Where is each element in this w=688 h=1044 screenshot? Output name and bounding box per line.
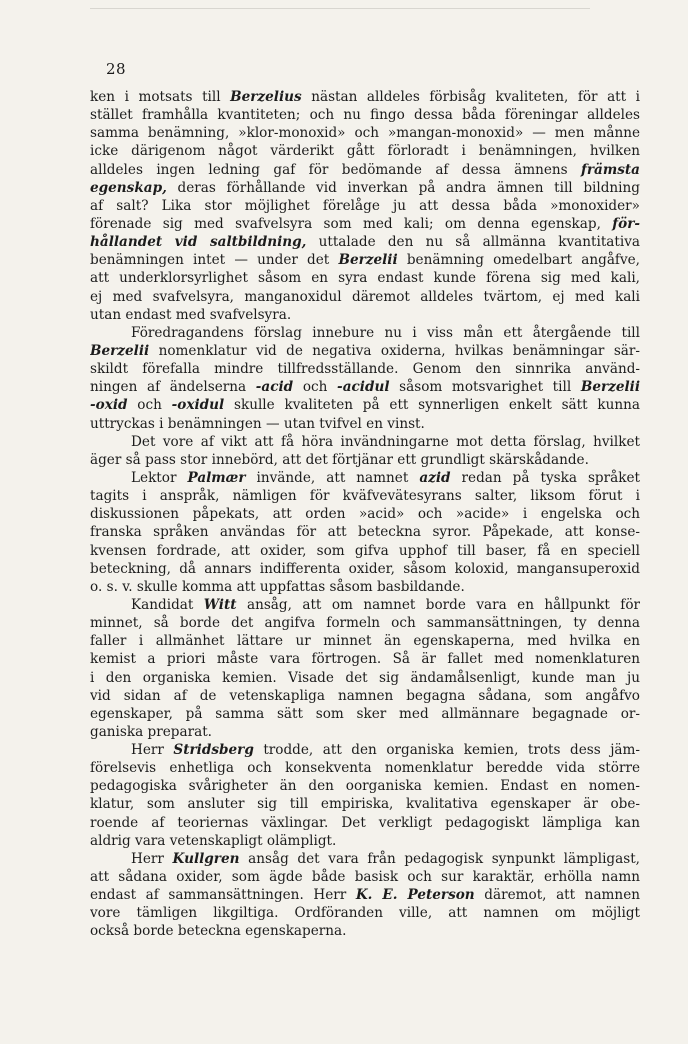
text-run: uttalade den nu så allmänna kvantitativa	[306, 234, 640, 251]
italic-term: för-	[612, 215, 640, 232]
text-run: kvensen fordrade, att oxider, som gifva upphof till baser, få en speciell	[90, 542, 640, 559]
text-run: Herr	[131, 742, 174, 759]
text-run: samma benämning, »klor-monoxid» och »mangan-monoxid» — men månne	[90, 125, 640, 142]
text-run: klatur, som ansluter sig till empiriska, kvalitativa egenskaper är obe-	[90, 796, 640, 813]
text-run: nästan alldeles förbisåg kvaliteten, för att i	[301, 89, 640, 105]
italic-term: -oxid	[90, 397, 128, 414]
text-line	[90, 415, 640, 433]
text-run: ej med svafvelsyra, manganoxidul däremot alldeles tvärtom, ej med kali	[90, 288, 640, 305]
text-run: och	[127, 397, 172, 414]
text-line	[90, 922, 640, 940]
text-line	[90, 378, 640, 396]
text-run: förenade sig med svafvelsyra som med kali; om denna egenskap,	[90, 215, 613, 232]
text-line	[90, 469, 640, 487]
text-line	[90, 542, 640, 560]
text-run: diskussionen påpekats, att orden »acid» och »acide» i engelska och	[90, 506, 640, 523]
text-line	[90, 433, 640, 451]
text-run: ansåg det vara från pedagogisk synpunkt lämpligast,	[239, 850, 640, 867]
paragraph	[90, 741, 640, 850]
text-line	[90, 523, 640, 541]
text-line	[90, 650, 640, 668]
italic-term: Berzelii	[338, 252, 398, 269]
text-line	[90, 904, 640, 922]
text-run: ken i motsats till	[90, 89, 231, 105]
italic-term: Stridsberg	[173, 742, 254, 759]
text-run: förelsevis enhetliga och konsekventa nomenklatur beredde vida större	[90, 760, 640, 777]
text-run: invände, att namnet	[245, 469, 420, 486]
text-line	[90, 868, 640, 886]
text-run: i den organiska kemien. Visade det sig ändamålsenligt, kunde man ju	[90, 669, 640, 686]
italic-term: -oxidul	[171, 397, 225, 414]
text-run: faller i allmänhet lättare ur minnet än egenskaperna, med hvilka en	[90, 633, 640, 650]
text-run: benämningen intet — under det	[90, 252, 339, 269]
text-line	[90, 233, 640, 251]
text-line	[90, 487, 640, 505]
text-line	[90, 161, 640, 179]
text-run: af salt? Lika stor möjlighet förelåge ju att dessa båda »monoxider»	[90, 197, 640, 214]
text-run: deras förhållande vid inverkan på andra ämnen till bildning	[166, 179, 640, 196]
text-run: o. s. v. skulle komma att uppfattas såsom basbildande.	[90, 578, 465, 595]
page-number: 28	[106, 60, 127, 78]
text-run: ganiska preparat.	[90, 723, 212, 740]
text-line	[90, 795, 640, 813]
italic-term: -acid	[255, 379, 294, 396]
text-run: såsom motsvarighet till	[389, 379, 581, 396]
italic-term: främsta	[581, 161, 640, 178]
text-line	[90, 288, 640, 306]
text-line	[90, 124, 640, 142]
paragraph	[90, 596, 640, 741]
italic-term: Witt	[203, 596, 237, 613]
text-line	[90, 578, 640, 596]
text-run: vid sidan af de vetenskapliga namnen begagna sådana, som angåfvo	[90, 687, 640, 704]
text-line	[90, 142, 640, 160]
paragraph	[90, 469, 640, 596]
text-run: och	[293, 379, 338, 396]
text-line	[90, 886, 640, 904]
text-line	[90, 88, 640, 106]
paragraph	[90, 850, 640, 941]
italic-term: -acidul	[337, 379, 390, 396]
text-line	[90, 632, 640, 650]
text-run: utan endast med svafvelsyra.	[90, 306, 292, 323]
text-line	[90, 106, 640, 124]
text-run: redan på tyska språket	[450, 469, 640, 486]
text-line	[90, 759, 640, 777]
text-line	[90, 451, 640, 469]
text-run: däremot, att namnen	[474, 887, 640, 904]
text-line	[90, 396, 640, 414]
text-line	[90, 251, 640, 269]
text-line	[90, 560, 640, 578]
text-line	[90, 342, 640, 360]
text-run: benämning omedelbart angåfve,	[397, 252, 640, 269]
text-line	[90, 850, 640, 868]
text-line	[90, 614, 640, 632]
text-line	[90, 596, 640, 614]
text-run: Föredragandens förslag innebure nu i viss mån ett återgående till	[131, 324, 640, 341]
text-run: Kandidat	[131, 596, 204, 613]
text-run: att underklorsyrlighet såsom en syra endast kunde förena sig med kali,	[90, 270, 640, 287]
text-run: minnet, så borde det angifva formeln och sammansättningen, ty denna	[90, 615, 640, 632]
paragraph	[90, 88, 640, 324]
text-run: Herr	[131, 850, 173, 867]
italic-term: azid	[419, 469, 451, 486]
text-line	[90, 197, 640, 215]
text-run: franska språken användas för att beteckna syror. Påpekade, att konse-	[90, 524, 640, 541]
text-line	[90, 832, 640, 850]
text-run: alldeles ingen ledning gaf för bedömande af dessa ämnens	[90, 161, 582, 178]
text-line	[90, 669, 640, 687]
italic-term: Kullgren	[172, 850, 240, 867]
text-line	[90, 306, 640, 324]
italic-term: Berzelii	[580, 379, 640, 396]
text-run: Det vore af vikt att få höra invändningarne mot detta förslag, hvilket	[131, 433, 640, 450]
text-run: aldrig vara vetenskapligt olämpligt.	[90, 832, 337, 849]
italic-term: K. E. Peterson	[355, 887, 475, 904]
text-run: roende af teoriernas växlingar. Det verkligt pedagogiskt lämpliga kan	[90, 814, 640, 831]
text-line	[90, 324, 640, 342]
text-run: nomenklatur vid de negativa oxiderna, hvilkas benämningar sär-	[149, 342, 640, 359]
text-line	[90, 215, 640, 233]
text-run: ningen af ändelserna	[90, 379, 256, 396]
text-run: egenskaper, på samma sätt som sker med allmännare begagnade or-	[90, 705, 640, 722]
text-run: icke därigenom något värderikt gått förloradt i benämningen, hvilken	[90, 143, 640, 160]
text-line	[90, 705, 640, 723]
text-line	[90, 777, 640, 795]
text-line	[90, 723, 640, 741]
text-line	[90, 179, 640, 197]
italic-term: Palmær	[187, 469, 246, 486]
text-run: trodde, att den organiska kemien, trots dess jäm-	[253, 742, 640, 759]
text-run: Lektor	[131, 469, 188, 486]
paragraph	[90, 324, 640, 433]
text-run: äger så pass stor innebörd, att det förtjänar ett grundligt skärskådande.	[90, 451, 589, 468]
italic-term: Berzelii	[90, 342, 150, 359]
text-run: pedagogiska svårigheter än den oorganiska kemien. Endast en nomen-	[90, 778, 640, 795]
text-run: vore tämligen likgiltiga. Ordföranden ville, att namnen om möjligt	[90, 905, 640, 922]
text-run: skulle kvaliteten på ett synnerligen enkelt sätt kunna	[224, 397, 640, 414]
text-line	[90, 269, 640, 287]
text-line	[90, 814, 640, 832]
text-line	[90, 687, 640, 705]
body-text	[90, 88, 640, 941]
italic-term: egenskap,	[90, 179, 167, 196]
text-run: kemist a priori måste vara förtrogen. Så är fallet med nomenklaturen	[90, 651, 640, 668]
text-run: också borde beteckna egenskaperna.	[90, 923, 347, 940]
text-run: endast af sammansättningen. Herr	[90, 887, 356, 904]
text-run: uttryckas i benämningen — utan tvifvel en vinst.	[90, 415, 425, 432]
text-line	[90, 741, 640, 759]
text-run: stället framhålla kvantiteten; och nu fingo dessa båda föreningar alldeles	[90, 107, 640, 124]
text-run: att sådana oxider, som ägde både basisk och sur karaktär, erhölla namn	[90, 869, 640, 886]
text-run: beteckning, då annars indifferenta oxider, såsom koloxid, mangansuperoxid	[90, 560, 640, 577]
text-run: skildt förefalla mindre tillfredsställande. Genom den sinnrika använd-	[90, 361, 640, 378]
text-line	[90, 505, 640, 523]
text-run: ansåg, att om namnet borde vara en hållpunkt för	[236, 596, 640, 613]
paragraph	[90, 433, 640, 469]
text-line	[90, 360, 640, 378]
page-top-rule	[90, 8, 590, 9]
italic-term: Berzelius	[230, 89, 302, 105]
text-run: tagits i anspråk, nämligen för kväfvevätesyrans salter, liksom förut i	[90, 488, 640, 505]
italic-term: hållandet vid saltbildning,	[90, 234, 307, 251]
